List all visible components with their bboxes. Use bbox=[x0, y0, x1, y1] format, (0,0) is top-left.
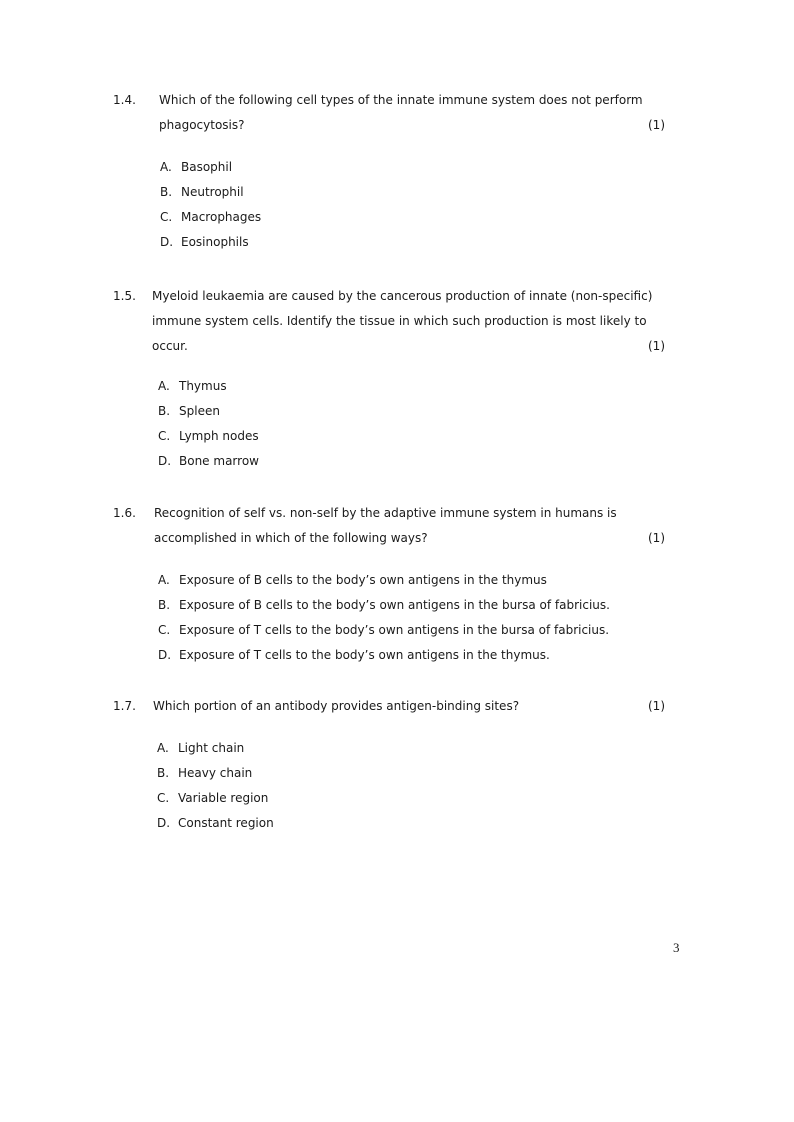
marks: (1) bbox=[648, 699, 665, 713]
option-text: Variable region bbox=[178, 791, 269, 805]
option-letter: B. bbox=[158, 404, 171, 418]
page-number: 3 bbox=[673, 940, 680, 955]
question-text-line: Myeloid leukaemia are caused by the cancerous production of innate (non-specific) bbox=[152, 289, 653, 303]
option-text: Spleen bbox=[179, 404, 220, 418]
option-text: Light chain bbox=[178, 741, 245, 755]
option-letter: D. bbox=[157, 816, 171, 830]
option-letter: C. bbox=[158, 429, 171, 443]
question-text-line: Which of the following cell types of the innate immune system does not perform bbox=[159, 93, 643, 107]
option-letter: B. bbox=[158, 598, 171, 612]
option-text: Neutrophil bbox=[181, 185, 244, 199]
option-text: Exposure of T cells to the body’s own antigens in the thymus. bbox=[179, 648, 550, 662]
option-letter: A. bbox=[160, 160, 172, 174]
option-letter: D. bbox=[158, 454, 172, 468]
option-text: Basophil bbox=[181, 160, 233, 174]
marks: (1) bbox=[648, 531, 665, 545]
question-text-line: Which portion of an antibody provides antigen-binding sites? bbox=[153, 699, 520, 713]
option-letter: C. bbox=[158, 623, 171, 637]
question-number: 1.4. bbox=[113, 93, 136, 107]
question-number: 1.7. bbox=[113, 699, 136, 713]
question-text-line: immune system cells. Identify the tissue in which such production is most likely to bbox=[152, 314, 647, 328]
option-text: Eosinophils bbox=[181, 235, 249, 249]
option-letter: A. bbox=[158, 379, 170, 393]
question-number: 1.5. bbox=[113, 289, 136, 303]
option-text: Thymus bbox=[179, 379, 227, 393]
option-text: Heavy chain bbox=[178, 766, 253, 780]
option-text: Exposure of T cells to the body’s own antigens in the bursa of fabricius. bbox=[179, 623, 610, 637]
question-text-line: occur. bbox=[152, 339, 188, 353]
option-letter: C. bbox=[160, 210, 173, 224]
option-text: Exposure of B cells to the body’s own antigens in the thymus bbox=[179, 573, 547, 587]
option-text: Constant region bbox=[178, 816, 274, 830]
option-letter: D. bbox=[158, 648, 172, 662]
question-text-line: phagocytosis? bbox=[159, 118, 245, 132]
option-text: Bone marrow bbox=[179, 454, 259, 468]
question-text-line: Recognition of self vs. non-self by the adaptive immune system in humans is bbox=[154, 506, 617, 520]
marks: (1) bbox=[648, 339, 665, 353]
option-letter: D. bbox=[160, 235, 174, 249]
option-text: Macrophages bbox=[181, 210, 262, 224]
option-letter: B. bbox=[157, 766, 170, 780]
question-text-line: accomplished in which of the following ways? bbox=[154, 531, 428, 545]
option-letter: A. bbox=[158, 573, 170, 587]
option-text: Lymph nodes bbox=[179, 429, 259, 443]
option-text: Exposure of B cells to the body’s own antigens in the bursa of fabricius. bbox=[179, 598, 610, 612]
marks: (1) bbox=[648, 118, 665, 132]
question-number: 1.6. bbox=[113, 506, 136, 520]
option-letter: B. bbox=[160, 185, 173, 199]
option-letter: C. bbox=[157, 791, 170, 805]
option-letter: A. bbox=[157, 741, 169, 755]
